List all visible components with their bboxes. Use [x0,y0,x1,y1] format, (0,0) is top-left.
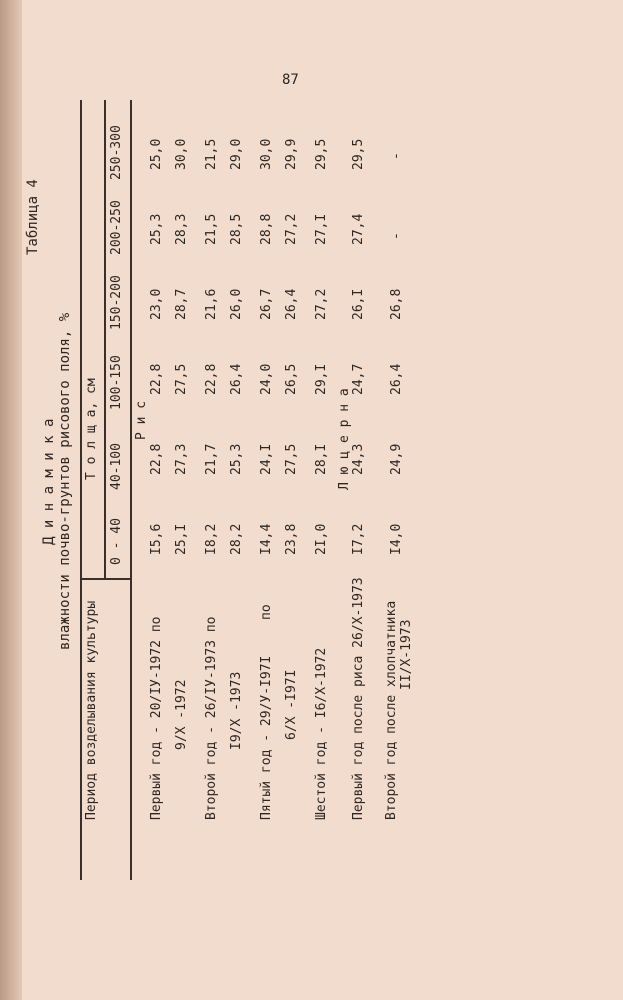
table-subtitle: влажности почво-грунтов рисового поля, % [57,312,73,650]
row1-v2-c4: 28,7 [174,288,189,320]
row5-v1-c6: 29,5 [351,138,366,170]
row3-period-po: по [259,604,274,620]
row2-v2-c3: 26,4 [229,363,244,395]
row4-v1-c6: 29,5 [314,138,329,170]
depth-col-4: 150-200 [109,275,124,330]
row3-v1-c6: 30,0 [259,138,274,170]
row2-v1-c3: 22,8 [204,363,219,395]
row6-v1-c2: 24,9 [389,443,404,475]
section-alfalfa-label: Л ю ц е р н а [337,388,352,490]
row2-v2-c1: 28,2 [229,523,244,555]
row2-v1-c6: 21,5 [204,138,219,170]
row1-v2-c6: 30,0 [174,138,189,170]
row6-v1-c3: 26,4 [389,363,404,395]
row4-v1-c5: 27,I [314,213,329,245]
row2-v1-c1: I8,2 [204,523,219,555]
table-title: Д и н а м и к а [41,418,57,545]
table-label: Таблица 4 [25,179,41,255]
row5-v1-c4: 26,I [351,288,366,320]
row1-v2-c5: 28,3 [174,213,189,245]
header-bottom-rule [130,100,132,880]
row4-v1-c1: 2I,0 [314,523,329,555]
section-rice-label: Р и с [134,400,149,440]
depth-col-1: 0 - 40 [109,518,124,565]
depth-col-6: 250-300 [109,125,124,180]
row3-v2-c3: 26,5 [284,363,299,395]
row5-v1-c3: 24,7 [351,363,366,395]
row1-v1-c3: 22,8 [149,363,164,395]
row6-period-line1: Второй год после хлопчатника [384,600,399,820]
depth-col-5: 200-250 [109,200,124,255]
row1-v1-c2: 22,8 [149,443,164,475]
row3-v1-c5: 28,8 [259,213,274,245]
depth-col-3: 100-150 [109,355,124,410]
row3-v1-c4: 26,7 [259,288,274,320]
row3-v2-c4: 26,4 [284,288,299,320]
row1-v2-c2: 27,3 [174,443,189,475]
row1-v2-c3: 27,5 [174,363,189,395]
row1-v1-c5: 25,3 [149,213,164,245]
row1-period-line2: 9/X -1972 [174,679,189,750]
row5-v1-c1: I7,2 [351,523,366,555]
row2-v2-c6: 29,0 [229,138,244,170]
row2-v1-c5: 21,5 [204,213,219,245]
page-number: 87 [282,72,299,88]
row3-period-line1: Пятый год - 29/У-I97I [259,655,274,820]
row3-period-line2: 6/X -I97I [284,669,299,740]
top-rule [80,100,82,880]
header-subrule [104,100,106,580]
row2-v1-c2: 21,7 [204,443,219,475]
row2-period-line2: I9/X -1973 [229,671,244,750]
row5-v1-c5: 27,4 [351,213,366,245]
row4-v1-c3: 29,I [314,363,329,395]
row3-v1-c1: I4,4 [259,523,274,555]
row2-v2-c2: 25,3 [229,443,244,475]
row2-v2-c4: 26,0 [229,288,244,320]
row3-v2-c6: 29,9 [284,138,299,170]
depth-col-2: 40-100 [109,443,124,490]
row4-period: Шестой год - I6/X-1972 [314,647,329,820]
row4-v1-c2: 28,I [314,443,329,475]
row3-v2-c5: 27,2 [284,213,299,245]
row1-v2-c1: 25,I [174,523,189,555]
row3-v2-c2: 27,5 [284,443,299,475]
row6-v1-c1: I4,0 [389,523,404,555]
row6-v1-c5: - [389,232,404,240]
row3-v1-c2: 24,I [259,443,274,475]
row3-v2-c1: 23,8 [284,523,299,555]
row2-v1-c4: 21,6 [204,288,219,320]
row1-v1-c1: I5,6 [149,523,164,555]
header-period: Период возделывания культуры [84,600,99,820]
row2-v2-c5: 28,5 [229,213,244,245]
row1-period-line1: Первый год - 20/IУ-1972 по [149,616,164,820]
row4-v1-c4: 27,2 [314,288,329,320]
row6-period-line2: II/X-1973 [399,619,414,690]
row5-period: Первый год после риса 26/X-1973 [351,577,366,820]
row1-v1-c6: 25,0 [149,138,164,170]
row2-period-line1: Второй год - 26/IУ-1973 по [204,616,219,820]
row5-v1-c2: 24,3 [351,443,366,475]
row1-v1-c4: 23,0 [149,288,164,320]
row6-v1-c4: 26,8 [389,288,404,320]
row6-v1-c6: - [389,152,404,160]
header-depth: Т о л щ а, см [84,378,99,480]
row3-v1-c3: 24,0 [259,363,274,395]
